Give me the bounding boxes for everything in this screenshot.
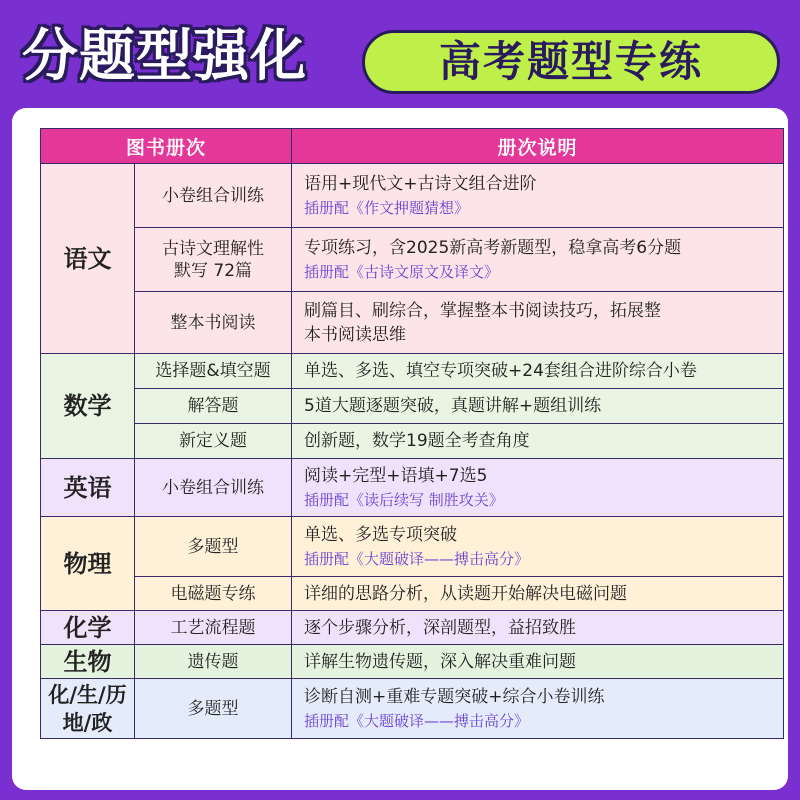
subtitle-badge: 高考题型专练 (362, 30, 780, 94)
type-cell: 选择题&填空题 (135, 354, 292, 389)
subject-cell: 英语 (41, 459, 135, 517)
table-header-row (41, 129, 784, 164)
desc-cell (292, 679, 784, 739)
table-row (41, 424, 784, 459)
subject-cell: 物理 (41, 517, 135, 611)
subject-line-2: 地/政 (62, 710, 113, 735)
desc-cell (292, 228, 784, 292)
type-cell: 多题型 (135, 679, 292, 739)
desc-cell (292, 164, 784, 228)
type-cell: 小卷组合训练 (135, 459, 292, 517)
desc-text: 专项练习，含2025新高考新题型，稳拿高考6分题 (304, 237, 682, 258)
type-cell: 多题型 (135, 517, 292, 577)
insert-note: 插册配《大题破译——搏击高分》 (304, 549, 530, 568)
desc-cell (292, 517, 784, 577)
table-card (12, 108, 788, 790)
table-row (41, 389, 784, 424)
type-cell: 工艺流程题 (135, 611, 292, 645)
desc-cell: 单选、多选、填空专项突破+24套组合进阶综合小卷 (292, 354, 784, 389)
type-line-1: 古诗文理解性 (162, 238, 264, 259)
desc-line-2: 本书阅读思维 (304, 324, 407, 345)
type-cell (135, 228, 292, 292)
desc-text: 语用+现代文+古诗文组合进阶 (304, 173, 537, 194)
desc-text: 诊断自测+重难专题突破+综合小卷训练 (304, 686, 605, 707)
type-cell: 小卷组合训练 (135, 164, 292, 228)
col-header-desc: 册次说明 (292, 129, 784, 164)
insert-note: 插册配《读后续写 制胜攻关》 (304, 490, 504, 509)
header (0, 0, 800, 108)
subject-cell: 化学 (41, 611, 135, 645)
col-header-book: 图书册次 (41, 129, 292, 164)
desc-text: 阅读+完型+语填+7选5 (304, 465, 488, 486)
insert-note: 插册配《古诗文原文及译文》 (304, 262, 500, 281)
desc-line-1: 刷篇目、刷综合，掌握整本书阅读技巧，拓展整 (304, 300, 662, 321)
table-row (41, 164, 784, 228)
table-row (41, 354, 784, 389)
subject-cell: 生物 (41, 645, 135, 679)
desc-text: 单选、多选专项突破 (304, 524, 458, 545)
subject-cell (41, 679, 135, 739)
subject-cell: 语文 (41, 164, 135, 354)
main-title: 分题型强化 (22, 24, 307, 89)
type-cell: 新定义题 (135, 424, 292, 459)
desc-cell: 详细的思路分析，从读题开始解决电磁问题 (292, 577, 784, 611)
desc-cell: 逐个步骤分析，深剖题型，益招致胜 (292, 611, 784, 645)
desc-cell (292, 459, 784, 517)
type-cell: 解答题 (135, 389, 292, 424)
table-row (41, 292, 784, 354)
table-row (41, 228, 784, 292)
table-row (41, 679, 784, 739)
subject-line-1: 化/生/历 (48, 682, 127, 707)
desc-cell (292, 292, 784, 354)
table-row (41, 577, 784, 611)
type-cell: 整本书阅读 (135, 292, 292, 354)
desc-cell: 详解生物遗传题，深入解决重难问题 (292, 645, 784, 679)
insert-note: 插册配《大题破译——搏击高分》 (304, 711, 530, 730)
book-table (40, 128, 784, 739)
table-row (41, 611, 784, 645)
type-cell: 遗传题 (135, 645, 292, 679)
table-row (41, 459, 784, 517)
insert-note: 插册配《作文押题猜想》 (304, 198, 470, 217)
table-row (41, 645, 784, 679)
table-row (41, 517, 784, 577)
desc-cell: 创新题，数学19题全考查角度 (292, 424, 784, 459)
type-cell: 电磁题专练 (135, 577, 292, 611)
type-line-2: 默写 72篇 (173, 260, 253, 281)
desc-cell: 5道大题逐题突破，真题讲解+题组训练 (292, 389, 784, 424)
subject-cell: 数学 (41, 354, 135, 459)
